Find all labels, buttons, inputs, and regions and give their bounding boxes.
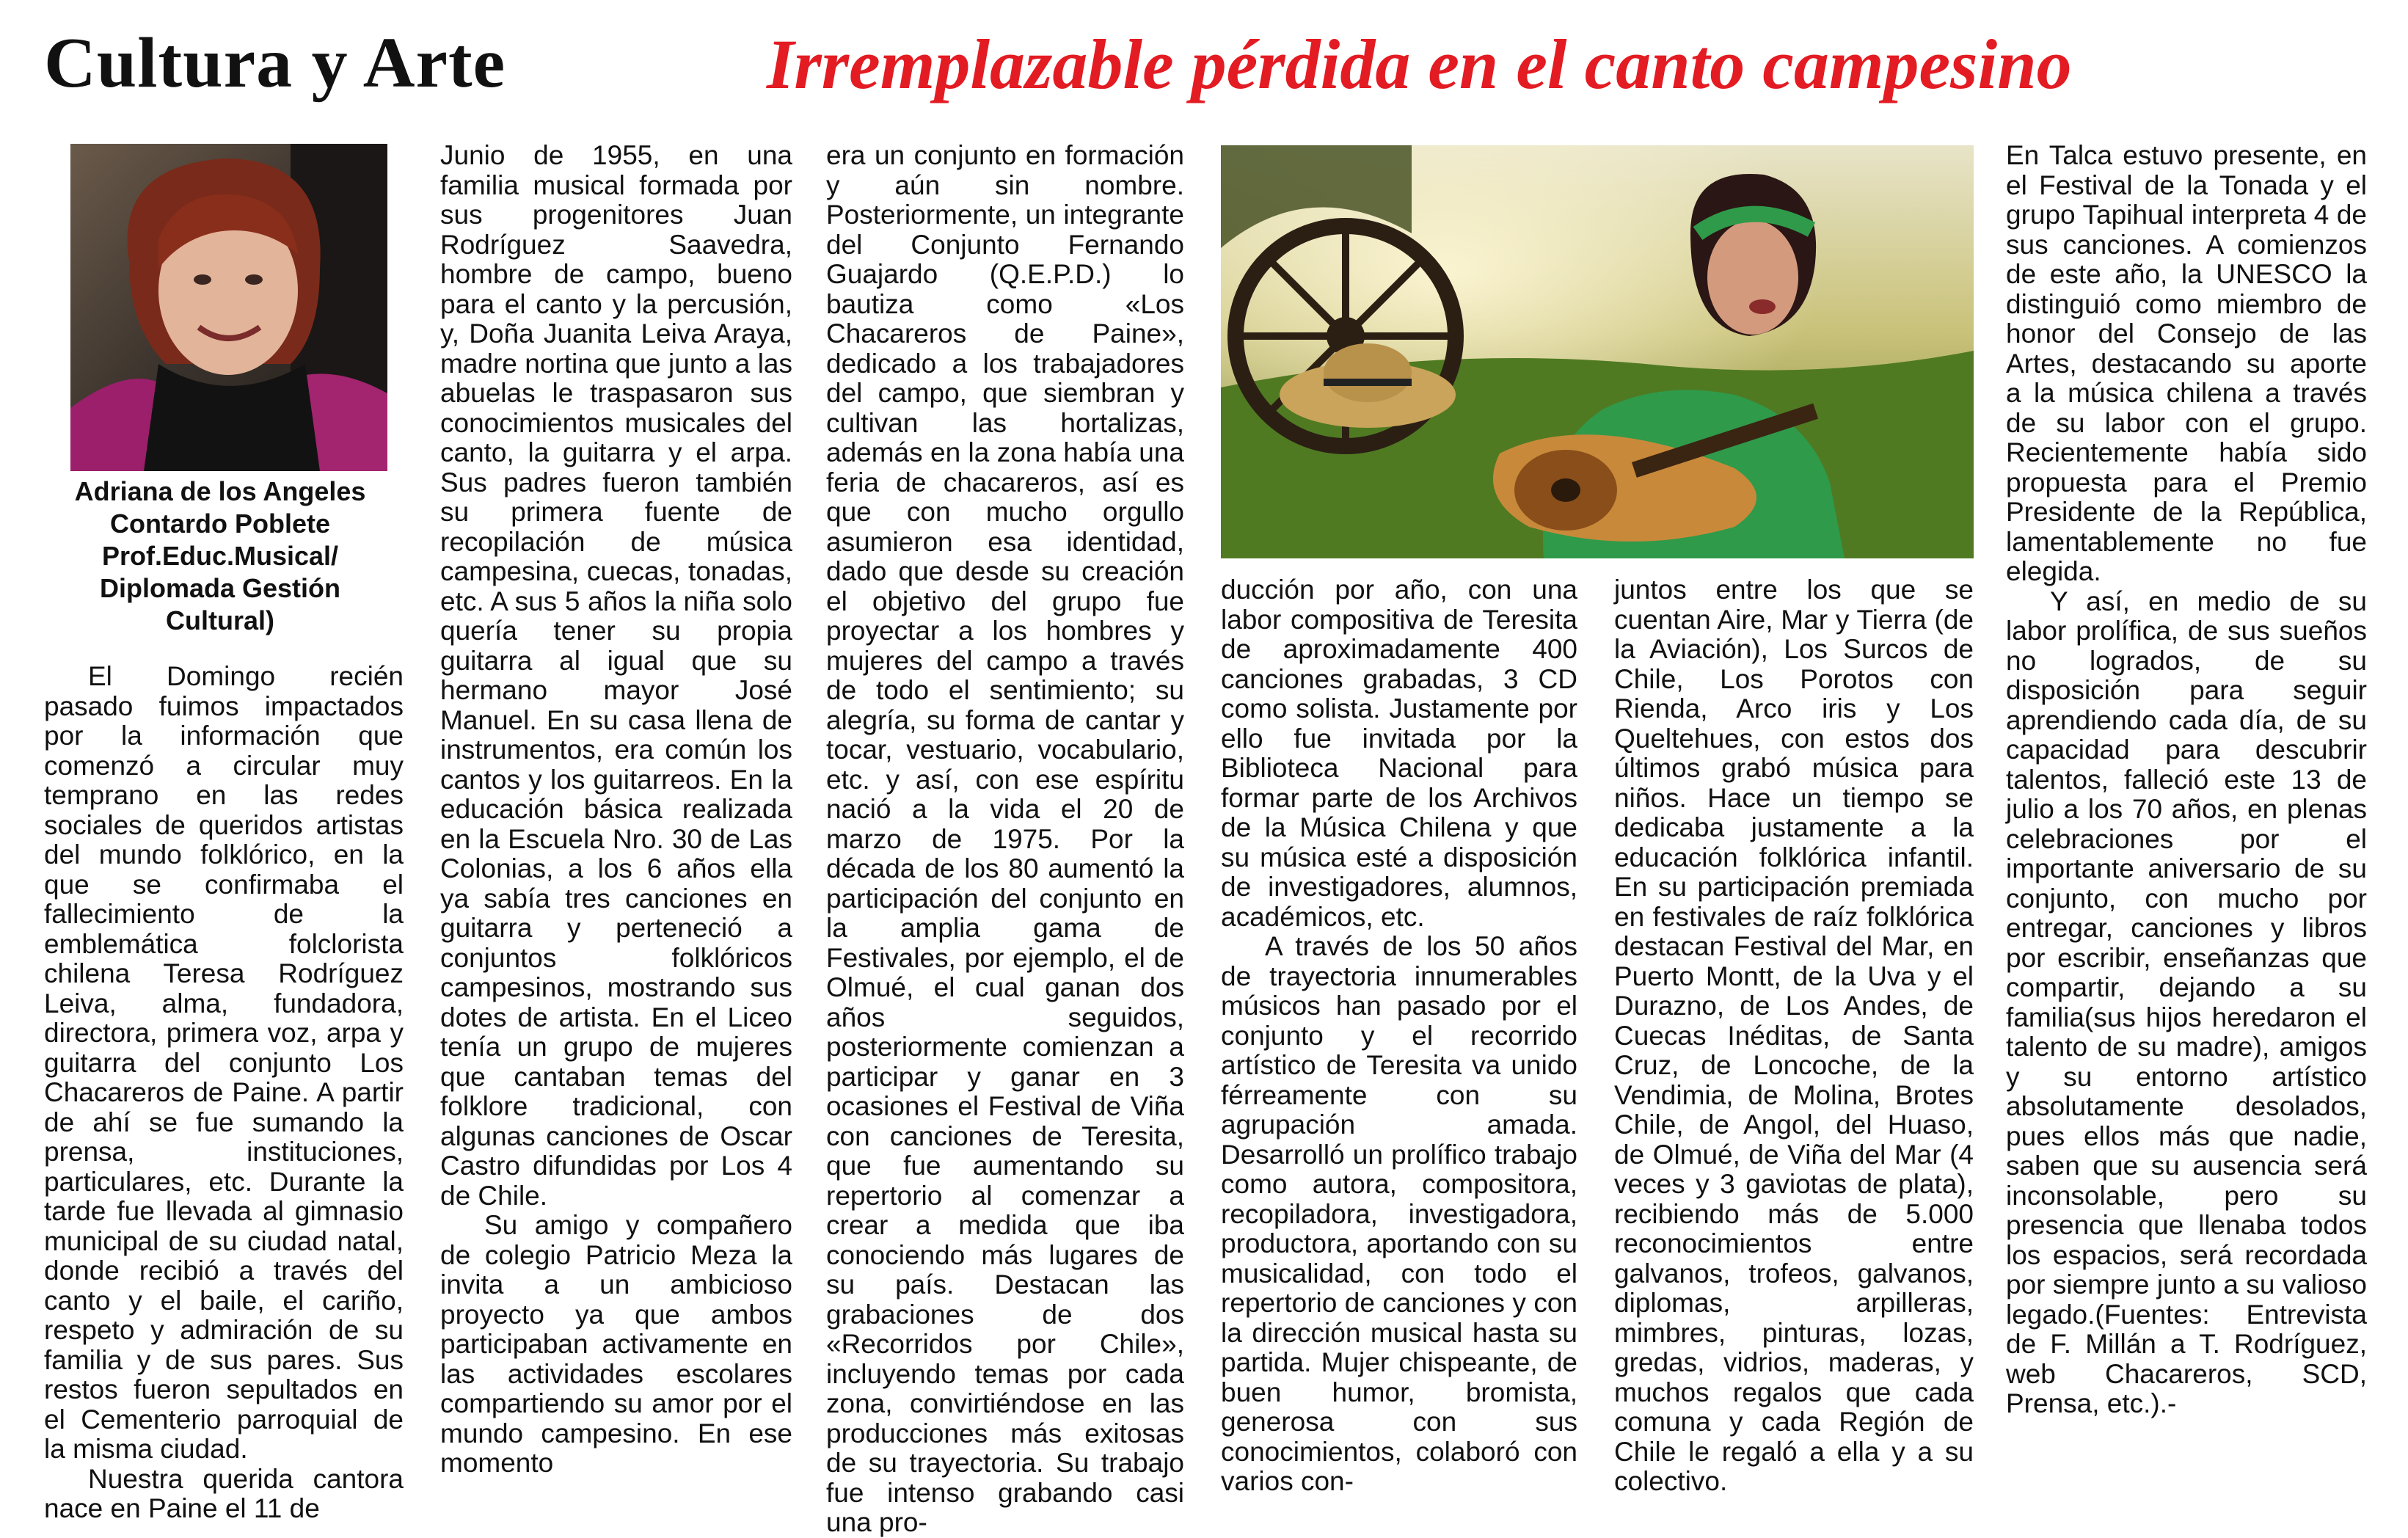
author-title-line2: Diplomada Gestión	[99, 573, 341, 603]
singer-image	[1221, 145, 1974, 558]
paragraph: juntos entre los que se cuentan Aire, Mar y Tierra (de la Aviación), Los Surcos de Chile, Los Porotos con Rienda, Arco iris y Los Queltehues, con estos dos últimos grabó música para niños. Hace un tiempo se dedicaba justamente a la educación folklórica infantil. En su participación premiada en festivales de raíz folklórica destacan Festival del Mar, en Puerto Montt, de la Uva y el Durazno, de Los Andes, de Cuecas Inéditas, de Santa Cruz, de Loncoche, de la Vendimia, de Molina, Brotes Chile, de Angol, del Huaso, de Olmué, de Viña del Mar (4 veces y 3 gaviotas de plata), recibiendo más de 5.000 reconocimientos entre galvanos, trofeos, galvanos, diplomas, arpilleras, mimbres, pinturas, lozas, gredas, vidrios, maderas, y muchos regalos que cada comuna y cada Región de Chile le regaló a ella y a su colectivo.	[1614, 575, 1974, 1496]
singer-photo	[1221, 145, 1974, 558]
article-headline: Irremplazable pérdida en el canto campesino	[767, 25, 2072, 103]
author-caption	[44, 475, 396, 637]
paragraph: En Talca estuvo presente, en el Festival de la Tonada y el grupo Tapihual interpreta 4 de sus canciones. A comienzos de este año, la UNESCO la distinguió como miembro de honor del Consejo de las Artes, destacando su aporte a la música chilena a través de su labor con el grupo. Recientemente había sido propuesta para el Premio Presidente de la República, lamentablemente no fue elegida.	[2006, 140, 2367, 586]
paragraph: Su amigo y compañero de colegio Patricio Meza la invita a un ambicioso proyecto ya que ambos participaban activamente en las actividades escolares compartiendo su amor por el mundo campesino. En ese momento	[440, 1210, 792, 1478]
paragraph: Y así, en medio de su labor prolífica, de sus sueños no logrados, de su disposición para seguir aprendiendo cada día, de su capacidad para descubrir talentos, falleció este 13 de julio a los 70 años, en plenas celebraciones por el importante aniversario de su conjunto, con mucho por entregar, canciones y libros por escribir, enseñanzas que compartir, dejando a su familia(sus hijos heredaron el talento de su madre), amigos y su entorno artístico absolutamente desolados, pues ellos más que nadie, saben que su ausencia será inconsolable, pero su presencia que llenaba todos los espacios, será recordada por siempre junto a su valioso legado.(Fuentes: Entrevista de F. Millán a T. Rodríguez, web Chacareros, SCD, Prensa, etc.).-	[2006, 586, 2367, 1418]
author-name-line2: Contardo Poblete	[109, 509, 330, 539]
article-column-5	[1614, 575, 1974, 1513]
author-title-line1: Prof.Educ.Musical/	[101, 541, 339, 571]
paragraph: era un conjunto en formación y aún sin nombre. Posteriormente, un integrante del Conjunto Fernando Guajardo (Q.E.P.D.) lo bautiza como «Los Chacareros de Paine», dedicado a los trabajadores del campo, que siembran y cultivan las hortalizas, además en la zona había una feria de chacareros, así es que con mucho orgullo asumieron esa identidad, dado que desde su creación el objetivo del grupo fue proyectar a los hombres y mujeres del campo a través de todo el sentimiento; su alegría, su forma de cantar y tocar, vestuario, vocabulario, etc. y así, con ese espíritu nació a la vida el 20 de marzo de 1975. Por la década de los 80 aumentó la participación del conjunto en la amplia gama de Festivales, por ejemplo, el de Olmué, el cual ganan dos años seguidos, posteriormente comienzan a participar y ganar en 3 ocasiones el Festival de Viña con canciones de Teresita, que fue aumentando su repertorio al comenzar a crear a medida que iba conociendo más lugares de su país. Destacan las grabaciones de dos «Recorridos por Chile», incluyendo temas por cada zona, convirtiéndose en las producciones más exitosas de su trayectoria. Su trabajo fue intenso grabando casi una pro-	[826, 140, 1184, 1537]
paragraph: El Domingo recién pasado fuimos impactados por la información que comenzó a circular muy temprano en las redes sociales de queridos artistas del mundo folklórico, en la que se confirmaba el fallecimiento de la emblemática folclorista chilena Teresa Rodríguez Leiva, alma, fundadora, directora, primera voz, arpa y guitarra del conjunto Los Chacareros de Paine. A partir de ahí se fue sumando la prensa, instituciones, particulares, etc. Durante la tarde fue llevada al gimnasio municipal de su ciudad natal, donde recibió a través del canto y el baile, el cariño, respeto y admiración de su familia y de sus pares. Sus restos fueron sepultados en el Cementerio parroquial de la misma ciudad.	[44, 661, 404, 1464]
article-column-6	[2006, 141, 2367, 1513]
author-portrait	[70, 144, 387, 471]
portrait-image	[70, 144, 387, 471]
article-column-4	[1221, 575, 1577, 1513]
article-column-2	[440, 141, 792, 1513]
paragraph: Nuestra querida cantora nace en Paine el 11 de	[44, 1463, 404, 1523]
paragraph: ducción por año, con una labor compositiva de Teresita de aproximadamente 400 canciones grabadas, 3 CD como solista. Justamente por ello fue invitada por la Biblioteca Nacional para formar parte de los Archivos de la Música Chilena y que su música esté a disposición de investigadores, alumnos, académicos, etc.	[1221, 575, 1577, 932]
author-title-line3: Cultural)	[166, 605, 274, 635]
paragraph: A través de los 50 años de trayectoria innumerables músicos han pasado por el conjunto y el recorrido artístico de Teresita va unido férreamente con su agrupación amada. Desarrolló un prolífico trabajo como autora, compositora, recopiladora, investigadora, productora, aportando con su musicalidad, con todo el repertorio de canciones y con la dirección musical hasta su partida. Mujer chispeante, de buen humor, bromista, generosa con sus conocimientos, colaboró con varios con-	[1221, 931, 1577, 1496]
section-title: Cultura y Arte	[44, 23, 506, 103]
author-name-line1: Adriana de los Angeles	[74, 476, 366, 506]
paragraph: Junio de 1955, en una familia musical formada por sus progenitores Juan Rodríguez Saavedra, hombre de campo, bueno para el canto y la percusión, y, Doña Juanita Leiva Araya, madre nortina que junto a las abuelas le traspasaron sus conocimientos musicales del canto, la guitarra y el arpa. Sus padres fueron también su primera fuente de recopilación de música campesina, cuecas, tonadas, etc. A sus 5 años la niña solo quería tener su propia guitarra al igual que su hermano mayor José Manuel. En su casa llena de instrumentos, era común los cantos y los guitarreos. En la educación básica realizada en la Escuela Nro. 30 de Las Colonias, a los 6 años ella ya sabía tres canciones en guitarra y perteneció a conjuntos folklóricos campesinos, mostrando sus dotes de artista. En el Liceo tenía un grupo de mujeres que cantaban temas del folklore tradicional, con algunas canciones de Oscar Castro difundidas por Los 4 de Chile.	[440, 140, 792, 1211]
article-column-1	[44, 661, 404, 1523]
article-column-3	[826, 140, 1184, 1537]
